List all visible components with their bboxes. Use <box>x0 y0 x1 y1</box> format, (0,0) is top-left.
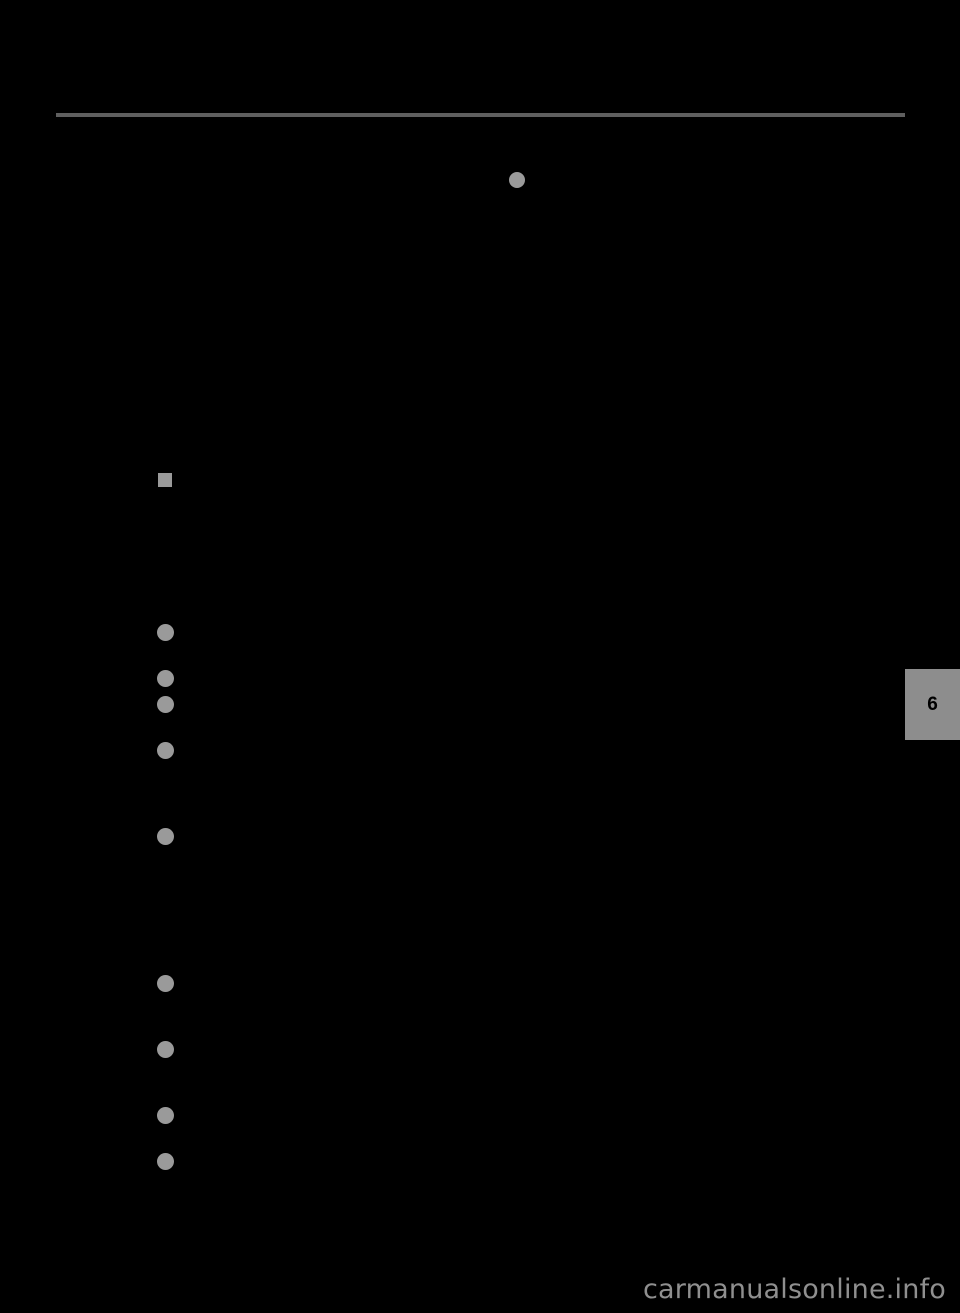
list-bullet-icon <box>157 975 174 992</box>
list-bullet-icon <box>157 828 174 845</box>
section-bullet-icon <box>509 172 525 188</box>
list-bullet-icon <box>157 670 174 687</box>
header-divider <box>56 113 905 117</box>
subsection-square-icon <box>158 473 172 487</box>
chapter-number: 6 <box>927 694 938 715</box>
chapter-tab[interactable] <box>905 669 960 740</box>
list-bullet-icon <box>157 1153 174 1170</box>
list-bullet-icon <box>157 624 174 641</box>
watermark-text: carmanualsonline.info <box>643 1274 946 1305</box>
list-bullet-icon <box>157 1041 174 1058</box>
list-bullet-icon <box>157 696 174 713</box>
list-bullet-icon <box>157 1107 174 1124</box>
list-bullet-icon <box>157 742 174 759</box>
